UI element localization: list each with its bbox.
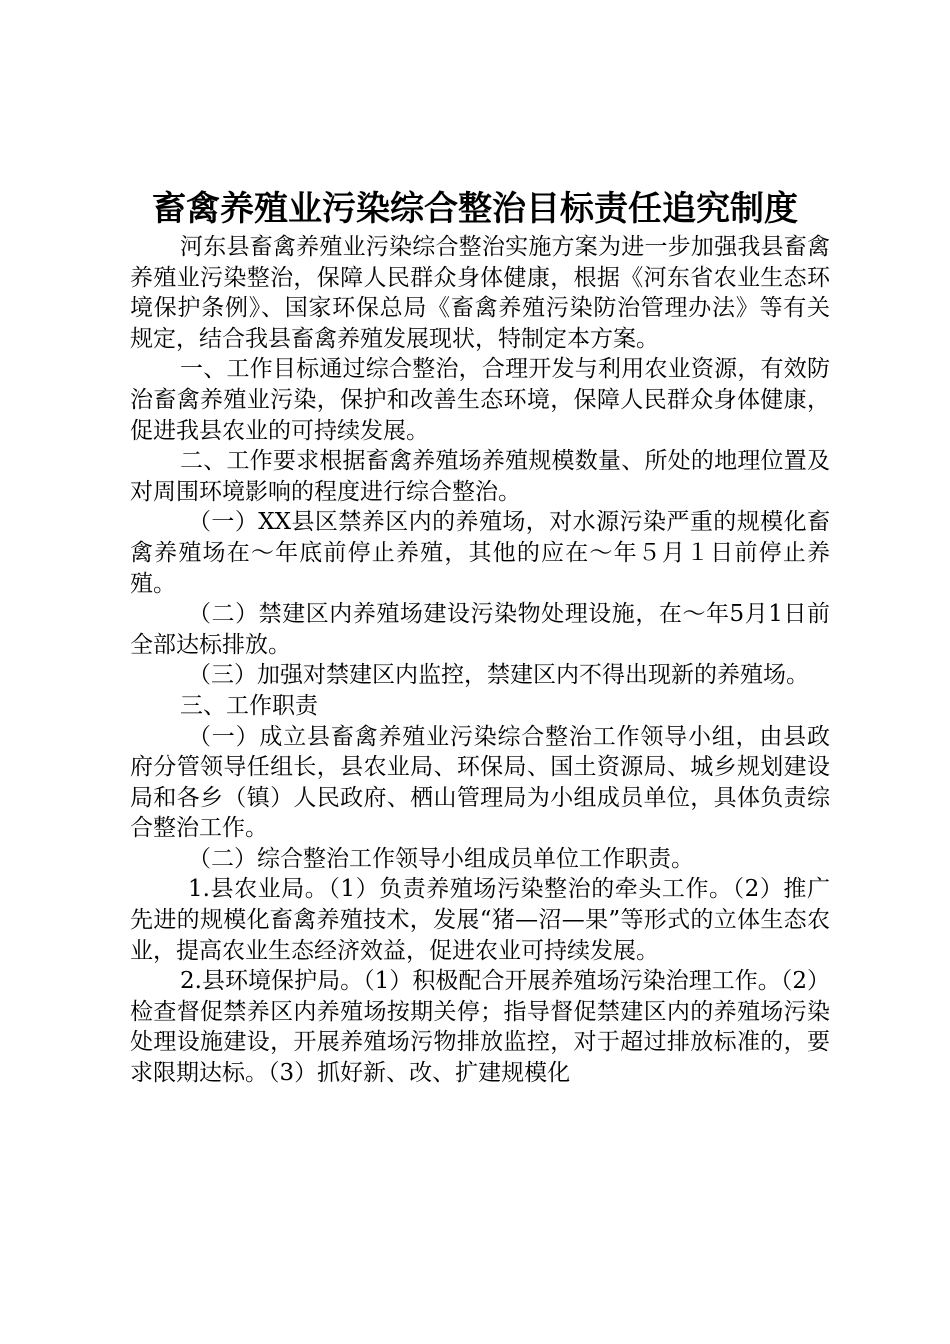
- document-title: 畜禽养殖业污染综合整治目标责任追究制度: [152, 189, 798, 229]
- paragraph-duty-1: （一）成立县畜禽养殖业污染综合整治工作领导小组，由县政府分管领导任组长，县农业局、环保局、国土资源局、城乡规划建设局和各乡（镇）人民政府、栖山管理局为小组成员单位，具体负责综合整治工作。: [130, 723, 830, 842]
- paragraph-requirement-3: （三）加强对禁建区内监控，禁建区内不得出现新的养殖场。: [188, 662, 809, 689]
- document-body: [130, 232, 830, 1089]
- paragraph-section-3-heading: 三、工作职责: [180, 692, 318, 719]
- paragraph-section-2-requirements: 二、工作要求根据畜禽养殖场养殖规模数量、所处的地理位置及对周围环境影响的程度进行综合整治。: [130, 448, 830, 505]
- paragraph-requirement-2: （二）禁建区内养殖场建设污染物处理设施，在～年5月1日前全部达标排放。: [130, 601, 830, 658]
- paragraph-section-1-goals: 一、工作目标通过综合整治，合理开发与利用农业资源，有效防治畜禽养殖业污染，保护和改善生态环境，保障人民群众身体健康，促进我县农业的可持续发展。: [130, 356, 830, 444]
- paragraph-duty-2: （二）综合整治工作领导小组成员单位工作职责。: [188, 845, 694, 872]
- paragraph-requirement-1: （一）XX县区禁养区内的养殖场，对水源污染严重的规模化畜禽养殖场在～年底前停止养殖，其他的应在～年５月１日前停止养殖。: [130, 509, 830, 597]
- paragraph-environment-bureau: 2.县环境保护局。（1）积极配合开展养殖场污染治理工作。（2）检查督促禁养区内养殖场按期关停；指导督促禁建区内的养殖场污染处理设施建设，开展养殖场污物排放监控，对于超过排放标准的，要求限期达标。（3）抓好新、改、扩建规模化: [130, 968, 830, 1087]
- paragraph-intro: 河东县畜禽养殖业污染综合整治实施方案为进一步加强我县畜禽养殖业污染整治，保障人民群众身体健康，根据《河东省农业生态环境保护条例》、国家环保总局《畜禽养殖污染防治管理办法》等有关规定，结合我县畜禽养殖发展现状，特制定本方案。: [130, 234, 830, 352]
- paragraph-agriculture-bureau: 1.县农业局。（1）负责养殖场污染整治的牵头工作。（2）推广先进的规模化畜禽养殖技术，发展“猪—沼—果”等形式的立体生态农业，提高农业生态经济效益，促进农业可持续发展。: [130, 876, 830, 964]
